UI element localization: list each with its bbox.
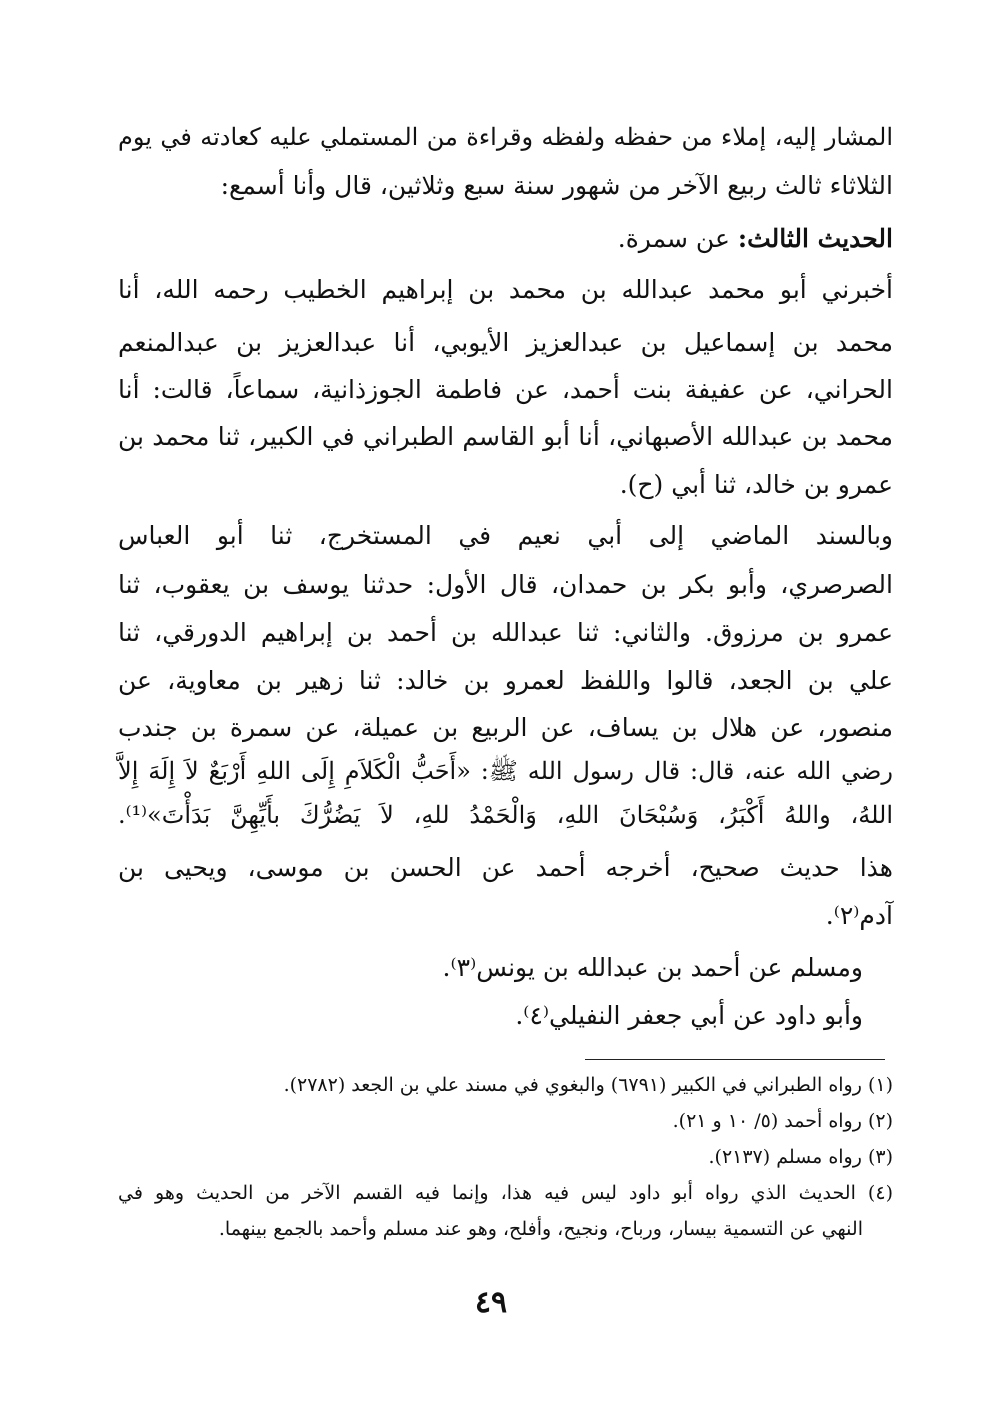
text-line: منصور، عن هلال بن يساف، عن الربيع بن عميلة، عن سمرة بن جندب: [118, 713, 893, 742]
footnote: (٣) رواه مسلم (٢١٣٧).: [708, 1146, 893, 1168]
footnote-divider: [585, 1059, 885, 1060]
text-line: المشار إليه، إملاء من حفظه ولفظه وقراءة من المستملي عليه كعادته في يوم: [118, 123, 893, 151]
text-line: وبالسند الماضي إلى أبي نعيم في المستخرج، ثنا أبو العباس: [118, 521, 893, 550]
page-number: ٤٩: [474, 1285, 508, 1320]
footnote: (٢) رواه أحمد (٥/ ١٠ و ٢١).: [672, 1110, 893, 1132]
text-line: محمد بن إسماعيل بن عبدالعزيز الأيوبي، أنا عبدالعزيز بن عبدالمنعم: [118, 328, 893, 357]
text-line: الحراني، عن عفيفة بنت أحمد، عن فاطمة الجوزذانية، سماعاً، قالت: أنا: [118, 375, 893, 404]
footnote-continuation: النهي عن التسمية بيسار، ورباح، ونجيح، وأفلح، وهو عند مسلم وأحمد بالجمع بينهما.: [218, 1218, 863, 1240]
text-line: عمرو بن مرزوق. والثاني: ثنا عبدالله بن أحمد بن إبراهيم الدورقي، ثنا: [118, 618, 893, 647]
text-line: محمد بن عبدالله الأصبهاني، أنا أبو القاسم الطبراني في الكبير، ثنا محمد بن: [118, 422, 893, 451]
text-line: رضي الله عنه، قال: قال رسول الله ﷺ: «أَحَبُّ الْكَلاَمِ إِلَى اللهِ أَرْبَعٌ لاَ إِلَهَ إِلاَّ: [118, 757, 893, 785]
text-line: عمرو بن خالد، ثنا أبي (ح).: [619, 470, 893, 499]
text-line: ومسلم عن أحمد بن عبدالله بن يونس⁽٣⁾.: [442, 953, 863, 982]
footnote: (٤) الحديث الذي رواه أبو داود ليس فيه هذا، وإنما فيه القسم الآخر من الحديث وهو في: [118, 1182, 893, 1204]
text-line: هذا حديث صحيح، أخرجه أحمد عن الحسن بن موسى، ويحيى بن: [118, 853, 893, 882]
hadith-heading-subject: عن سمرة.: [617, 224, 738, 253]
text-line: وأبو داود عن أبي جعفر النفيلي⁽٤⁾.: [515, 1001, 863, 1030]
hadith-heading-title: الحديث الثالث:: [737, 224, 893, 253]
text-line: أخبرني أبو محمد عبدالله بن محمد بن إبراهيم الخطيب رحمه الله، أنا: [118, 275, 893, 304]
footnote: (١) رواه الطبراني في الكبير (٦٧٩١) والبغوي في مسند علي بن الجعد (٢٧٨٢).: [283, 1074, 893, 1096]
text-line: الثلاثاء ثالث ربيع الآخر من شهور سنة سبع وثلاثين، قال وأنا أسمع:: [220, 171, 893, 200]
text-line: اللهُ، واللهُ أَكْبَرُ، وَسُبْحَانَ اللهِ، وَالْحَمْدُ للهِ، لاَ يَضُرُّكَ بأَيِّهِنَّ بَدَأْتَ»⁽¹⁾.: [118, 801, 893, 829]
text-line: علي بن الجعد، قالوا واللفظ لعمرو بن خالد: ثنا زهير بن معاوية، عن: [118, 666, 893, 695]
text-line: آدم⁽٢⁾.: [825, 901, 893, 930]
hadith-heading: [118, 214, 893, 264]
text-line: الصرصري، وأبو بكر بن حمدان، قال الأول: حدثنا يوسف بن يعقوب، ثنا: [118, 570, 893, 599]
